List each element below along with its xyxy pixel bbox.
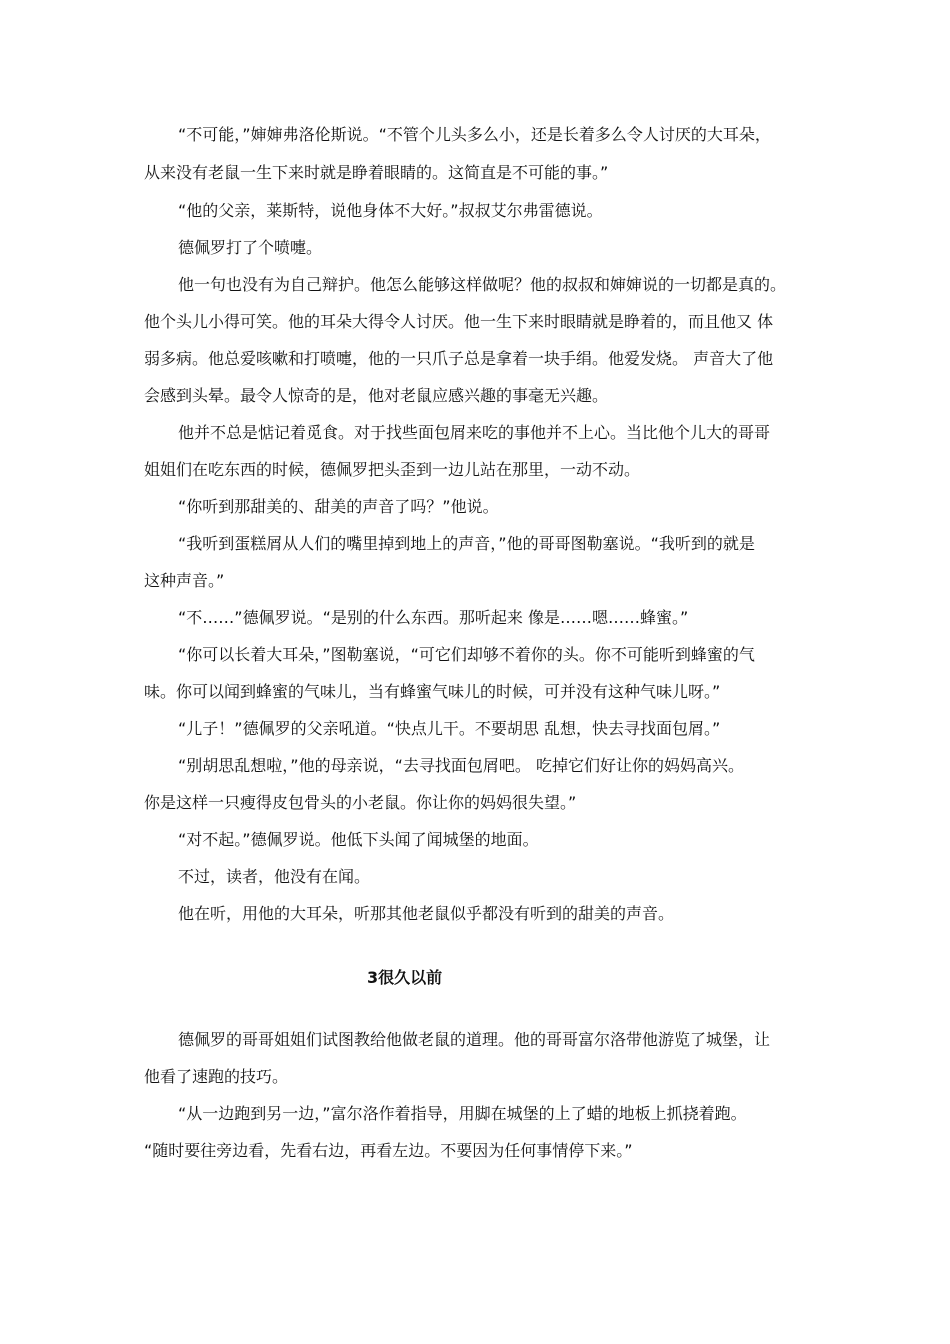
text-line: “从一边跑到另一边，”富尔洛作着指导，用脚在城堡的上了蜡的地板上抓挠着跑。 bbox=[178, 1104, 747, 1123]
text-line: “不可能，”婶婶弗洛伦斯说。“不管个儿头多么小，还是长着多么令人讨厌的大耳朵， bbox=[178, 125, 771, 144]
text-line: 从来没有老鼠一生下来时就是睁着眼睛的。这简直是不可能的事。” bbox=[144, 163, 609, 182]
text-line: 他看了速跑的技巧。 bbox=[144, 1067, 289, 1086]
text-line: “随时要往旁边看，先看右边，再看左边。不要因为任何事情停下来。” bbox=[144, 1141, 633, 1160]
text-line: 弱多病。他总爱咳嗽和打喷嚏，他的一只爪子总是拿着一块手绢。他爱发烧。 声音大了他 bbox=[144, 349, 774, 368]
text-line: 味。你可以闻到蜂蜜的气味儿，当有蜂蜜气味儿的时候，可并没有这种气味儿呀。” bbox=[144, 682, 721, 701]
text-line: “你可以长着大耳朵，”图勒塞说，“可它们却够不着你的头。你不可能听到蜂蜜的气 bbox=[178, 645, 755, 664]
text-line: 他个头儿小得可笑。他的耳朵大得令人讨厌。他一生下来时眼睛就是睁着的，而且他又 体 bbox=[144, 312, 774, 331]
text-line: 这种声音。” bbox=[144, 571, 225, 590]
text-line: 他在听，用他的大耳朵，听那其他老鼠似乎都没有听到的甜美的声音。 bbox=[178, 904, 675, 923]
text-line: 不过，读者，他没有在闻。 bbox=[178, 867, 371, 886]
text-line: “他的父亲，莱斯特，说他身体不大好。”叔叔艾尔弗雷德说。 bbox=[178, 201, 603, 220]
text-line: 德佩罗的哥哥姐姐们试图教给他做老鼠的道理。他的哥哥富尔洛带他游览了城堡，让 bbox=[178, 1030, 771, 1049]
text-line: “儿子！”德佩罗的父亲吼道。“快点儿干。不要胡思 乱想，快去寻找面包屑。” bbox=[178, 719, 721, 738]
text-line: 你是这样一只瘦得皮包骨头的小老鼠。你让你的妈妈很失望。” bbox=[144, 793, 577, 812]
text-line: “不……”德佩罗说。“是别的什么东西。那听起来 像是……嗯……蜂蜜。” bbox=[178, 608, 689, 627]
text-line: 他一句也没有为自己辩护。他怎么能够这样做呢？他的叔叔和婶婶说的一切都是真的。 bbox=[178, 275, 787, 294]
text-line: “别胡思乱想啦，”他的母亲说，“去寻找面包屑吧。 吃掉它们好让你的妈妈高兴。 bbox=[178, 756, 744, 775]
text-line: 会感到头晕。最令人惊奇的是，他对老鼠应感兴趣的事毫无兴趣。 bbox=[144, 386, 609, 405]
text-line: 姐姐们在吃东西的时候，德佩罗把头歪到一边儿站在那里，一动不动。 bbox=[144, 460, 641, 479]
text-line: “你听到那甜美的、甜美的声音了吗？”他说。 bbox=[178, 497, 499, 516]
text-line: 德佩罗打了个喷嚏。 bbox=[178, 238, 323, 257]
text-line: “我听到蛋糕屑从人们的嘴里掉到地上的声音，”他的哥哥图勒塞说。“我听到的就是 bbox=[178, 534, 755, 553]
text-line: “对不起。”德佩罗说。他低下头闻了闻城堡的地面。 bbox=[178, 830, 539, 849]
chapter-heading: 3很久以前 bbox=[367, 968, 443, 987]
text-line: 他并不总是惦记着觅食。对于找些面包屑来吃的事他并不上心。当比他个儿大的哥哥 bbox=[178, 423, 771, 442]
